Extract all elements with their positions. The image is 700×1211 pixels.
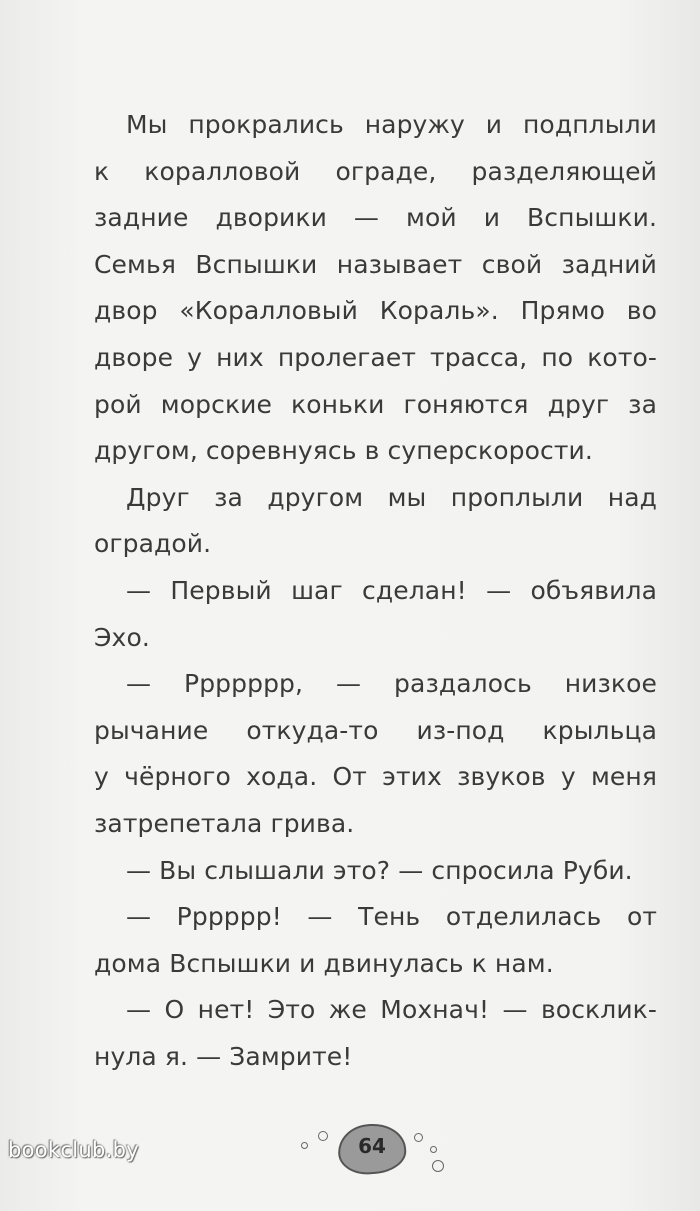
text-line: Друг за другом мы проплыли над [126, 482, 657, 512]
bubble-icon [432, 1160, 444, 1172]
text-line: оградой. [94, 529, 212, 559]
watermark: bookclub.by [8, 1138, 139, 1162]
page-text [94, 102, 657, 1080]
text-line: Мы прокрались наружу и подплыли [126, 110, 657, 139]
text-line: рой морские коньки гоняются друг за [94, 389, 657, 419]
text-line: двор «Коралловый Кораль». Прямо во [94, 296, 657, 326]
text-line: — Ррррррр, — раздалось низкое [126, 669, 657, 699]
text-line: Семья Вспышки называет свой задний [94, 249, 657, 279]
bubble-icon [301, 1142, 308, 1149]
text-line: рычание откуда-то из-под крыльца [94, 715, 657, 745]
text-line: нула я. — Замрите! [94, 1041, 353, 1071]
text-line: задние дворики — мой и Вспышки. [94, 203, 657, 233]
text-line: другом, соревнуясь в суперскорости. [94, 436, 593, 466]
text-line: у чёрного хода. От этих звуков у меня [94, 762, 657, 792]
text-line: затрепетала грива. [94, 808, 355, 838]
bubble-icon [430, 1146, 437, 1153]
text-line: дома Вспышки и двинулась к нам. [94, 948, 554, 978]
bubble-icon [318, 1131, 328, 1141]
text-line: — Рррррр! — Тень отделилась от [126, 902, 657, 932]
bubble-icon [414, 1133, 423, 1142]
text-line: дворе у них пролегает трасса, по кото- [94, 342, 657, 372]
text-line: — О нет! Это же Мохнач! — воcклик- [126, 995, 657, 1025]
text-line: Эхо. [94, 622, 150, 652]
text-line: — Вы слышали это? — спросила Руби. [126, 855, 633, 885]
page-number: 64 [358, 1134, 386, 1158]
text-line: — Первый шаг сделан! — объявила [126, 575, 657, 605]
text-line: к коралловой ограде, разделяющей [94, 156, 657, 186]
